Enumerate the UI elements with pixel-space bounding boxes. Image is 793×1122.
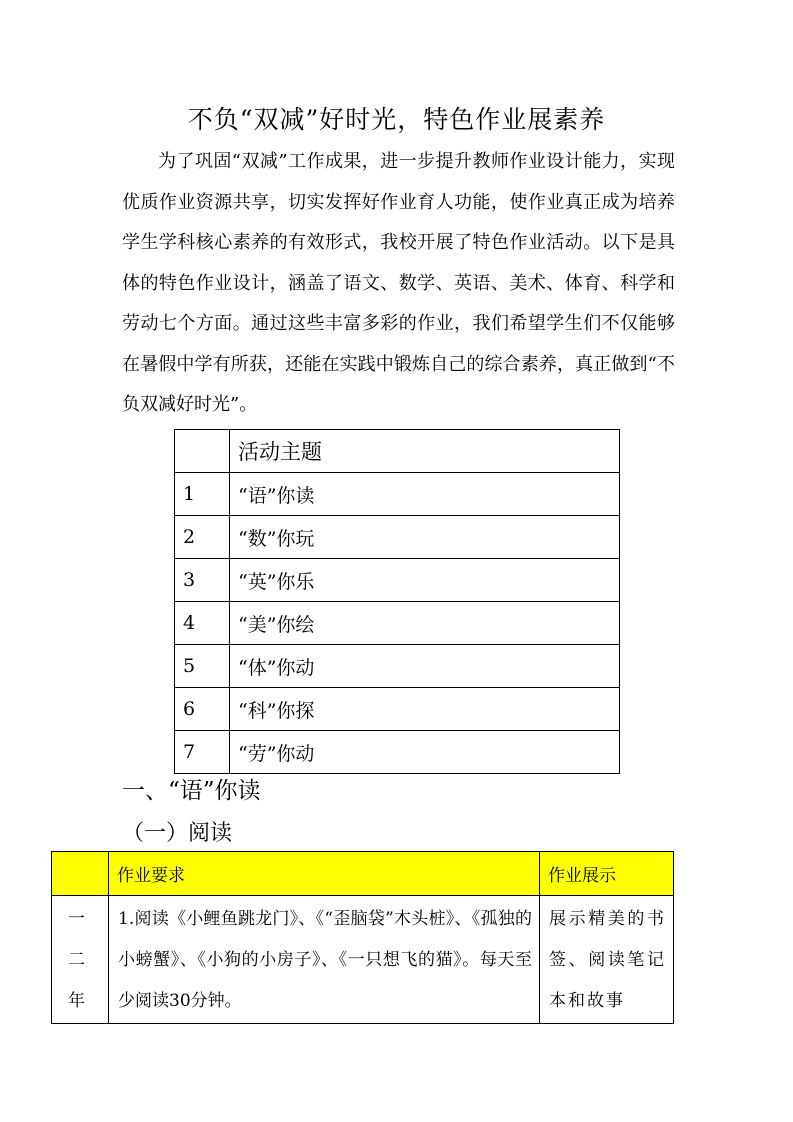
header-num-cell — [175, 430, 230, 473]
row-num-cell: 2 — [175, 516, 230, 559]
row-theme-cell: “语”你读 — [230, 473, 620, 516]
requirement-cell — [109, 896, 540, 1024]
table-row — [175, 473, 620, 516]
row-theme-cell: “数”你玩 — [230, 516, 620, 559]
row-theme-cell: “英”你乐 — [230, 559, 620, 602]
grade-cell — [52, 896, 109, 1024]
table-row — [175, 602, 620, 645]
intro-paragraph: 为了巩固“双减”工作成果，进一步提升教师作业设计能力，实现优质作业资源共享，切实发挥好作业育人功能，使作业真正成为培养学生学科核心素养的有效形式，我校开展了特色作业活动。以下是具体的特色作业设计，涵盖了语文、数学、英语、美术、体育、科学和劳动七个方面。通过这些丰富多彩的作业，我们希望学生们不仅能够在暑假中学有所获，还能在实践中锻炼自己的综合素养，真正做到“不负双减好时光”。 — [122, 151, 675, 415]
header-requirement-cell: 作业要求 — [109, 852, 540, 896]
row-num-cell: 1 — [175, 473, 230, 516]
requirement-text: 1.阅读《小鲤鱼跳龙门》、《“歪脑袋”木头桩》、《孤独的小螃蟹》、《小狗的小房子》、《一只想飞的猫》。每天至少阅读30分钟。 — [118, 909, 532, 1011]
row-num-cell: 4 — [175, 602, 230, 645]
header-theme-cell: 活动主题 — [230, 430, 620, 473]
header-grade-cell — [52, 852, 109, 896]
row-num-cell: 6 — [175, 688, 230, 731]
table-row — [175, 731, 620, 774]
row-theme-cell: “美”你绘 — [230, 602, 620, 645]
document-title: 不负“双减”好时光，特色作业展素养 — [187, 105, 606, 134]
row-theme-cell: “劳”你动 — [230, 731, 620, 774]
row-theme-cell: “科”你探 — [230, 688, 620, 731]
grade-char: 年 — [68, 991, 85, 1011]
section-heading: 一、“语”你读 — [122, 778, 261, 804]
table-row — [52, 896, 674, 1024]
table-row — [175, 688, 620, 731]
display-cell — [540, 896, 674, 1024]
row-num-cell: 7 — [175, 731, 230, 774]
homework-header-row — [52, 852, 674, 896]
row-num-cell: 3 — [175, 559, 230, 602]
table-row — [175, 645, 620, 688]
activity-themes-table — [174, 429, 620, 774]
table-row — [175, 559, 620, 602]
grade-char: 二 — [68, 950, 85, 970]
display-text: 展示精美的书签、阅读笔记本和故事 — [549, 909, 666, 1011]
subsection-heading: （一）阅读 — [122, 821, 233, 846]
row-num-cell: 5 — [175, 645, 230, 688]
table-row — [175, 516, 620, 559]
grade-char: 一 — [68, 909, 85, 929]
table-header-row — [175, 430, 620, 473]
header-display-cell: 作业展示 — [540, 852, 674, 896]
row-theme-cell: “体”你动 — [230, 645, 620, 688]
homework-table — [51, 851, 674, 1024]
